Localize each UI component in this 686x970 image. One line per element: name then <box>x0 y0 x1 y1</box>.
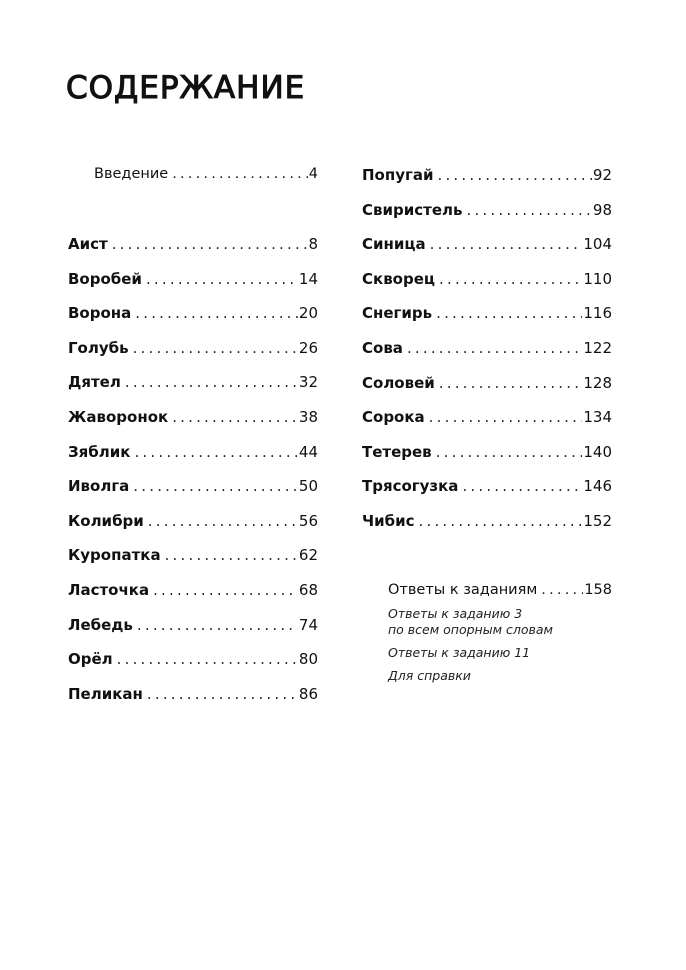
toc-entry-label: Свиристель <box>362 200 463 219</box>
toc-entry-answers[interactable] <box>388 582 612 606</box>
toc-entry[interactable] <box>68 546 318 581</box>
toc-leader-dots <box>137 616 298 634</box>
toc-left-column <box>68 235 318 719</box>
toc-entry-page: 104 <box>583 235 612 254</box>
toc-entry-page: 44 <box>298 442 318 461</box>
toc-entry-page: 128 <box>583 373 612 392</box>
toc-leader-dots <box>467 201 592 219</box>
toc-leader-dots <box>436 304 582 322</box>
toc-entry-page: 146 <box>583 477 612 496</box>
toc-leader-dots <box>436 443 583 461</box>
toc-leader-dots <box>133 477 298 495</box>
toc-right-column <box>362 166 612 547</box>
toc-entry-page: 32 <box>298 373 318 392</box>
toc-entry-page: 4 <box>308 166 318 182</box>
toc-entry-label: Сова <box>362 338 403 357</box>
toc-leader-dots <box>172 408 298 426</box>
toc-entry-label: Ответы к заданиям <box>388 582 538 598</box>
toc-entry-label: Снегирь <box>362 304 433 323</box>
toc-entry-page: 62 <box>298 546 318 565</box>
toc-leader-dots <box>439 270 582 288</box>
toc-entry[interactable] <box>362 339 612 374</box>
toc-leader-dots <box>165 546 298 564</box>
toc-answers-section <box>388 582 612 684</box>
toc-entry-page: 8 <box>308 235 318 253</box>
toc-entry-page: 140 <box>583 442 612 461</box>
toc-entry-page: 68 <box>298 580 318 599</box>
toc-entry[interactable] <box>68 339 318 374</box>
toc-entry-label: Тетерев <box>362 442 432 461</box>
toc-entry-page: 116 <box>583 304 612 323</box>
toc-sub-item[interactable]: Для справки <box>388 668 471 683</box>
page-title: СОДЕРЖАНИЕ <box>66 70 306 106</box>
toc-entry-page: 158 <box>584 582 612 598</box>
toc-leader-dots <box>419 512 583 530</box>
toc-entry-page: 152 <box>583 511 612 530</box>
toc-entry[interactable] <box>68 235 318 270</box>
toc-entry-label: Голубь <box>68 338 129 357</box>
toc-leader-dots <box>153 581 298 599</box>
toc-entry[interactable] <box>68 512 318 547</box>
toc-entry-page: 92 <box>592 166 612 184</box>
toc-entry[interactable] <box>362 512 612 547</box>
toc-leader-dots <box>147 685 298 703</box>
toc-entry-label: Введение <box>94 166 169 182</box>
toc-entry-page: 86 <box>298 684 318 703</box>
toc-entry-label: Соловей <box>362 373 435 392</box>
toc-entry[interactable] <box>68 650 318 685</box>
toc-leader-dots <box>437 166 591 184</box>
toc-entry-page: 20 <box>298 304 318 323</box>
toc-entry-page: 134 <box>583 408 612 427</box>
toc-entry[interactable] <box>362 477 612 512</box>
toc-entry-label: Трясогузка <box>362 477 459 496</box>
toc-entry-label: Зяблик <box>68 442 131 461</box>
toc-entry-label: Ласточка <box>68 580 150 599</box>
toc-entry[interactable] <box>362 235 612 270</box>
toc-entry-label: Пеликан <box>68 684 143 703</box>
toc-entry[interactable] <box>68 443 318 478</box>
toc-leader-dots <box>407 339 582 357</box>
toc-entry-page: 74 <box>298 615 318 634</box>
toc-leader-dots <box>125 373 298 391</box>
toc-entry[interactable] <box>362 408 612 443</box>
toc-leader-dots <box>541 582 583 598</box>
toc-entry-intro[interactable] <box>94 166 318 201</box>
toc-entry[interactable] <box>362 270 612 305</box>
toc-entry-label: Иволга <box>68 477 130 496</box>
toc-entry[interactable] <box>362 443 612 478</box>
toc-entry-label: Чибис <box>362 511 415 530</box>
toc-entry-label: Аист <box>68 235 108 253</box>
toc-entry-page: 14 <box>298 269 318 288</box>
toc-leader-dots <box>134 443 297 461</box>
toc-entry-page: 98 <box>592 200 612 219</box>
toc-entry-label: Синица <box>362 235 426 254</box>
toc-leader-dots <box>172 166 308 182</box>
toc-entry[interactable] <box>362 374 612 409</box>
toc-entry[interactable] <box>68 304 318 339</box>
toc-entry-label: Сорока <box>362 408 425 427</box>
toc-leader-dots <box>146 270 298 288</box>
toc-entry-label: Куропатка <box>68 546 161 565</box>
toc-entry-label: Жаворонок <box>68 407 169 426</box>
toc-intro <box>94 166 318 201</box>
toc-sub-item[interactable]: Ответы к заданию 11 <box>388 645 531 660</box>
toc-leader-dots <box>430 235 583 253</box>
toc-leader-dots <box>439 374 583 392</box>
toc-entry-label: Дятел <box>68 373 121 392</box>
toc-sub-item[interactable]: Ответы к заданию 3 <box>388 606 523 621</box>
toc-entry[interactable] <box>362 304 612 339</box>
toc-entry-page: 26 <box>298 338 318 357</box>
toc-entry-page: 80 <box>298 650 318 669</box>
toc-entry-label: Воробей <box>68 269 142 288</box>
toc-sub-item: по всем опорным словам <box>388 622 553 637</box>
toc-entry-label: Попугай <box>362 166 434 184</box>
toc-entry[interactable] <box>362 166 612 201</box>
toc-entry[interactable] <box>68 408 318 443</box>
toc-entry[interactable] <box>68 270 318 305</box>
toc-entry-page: 56 <box>298 511 318 530</box>
toc-entry[interactable] <box>68 477 318 512</box>
toc-entry[interactable] <box>68 373 318 408</box>
toc-leader-dots <box>112 235 308 253</box>
toc-entry-page: 38 <box>298 407 318 426</box>
toc-entry-label: Колибри <box>68 511 144 530</box>
toc-entry-label: Скворец <box>362 269 436 288</box>
toc-entry-label: Лебедь <box>68 615 133 634</box>
toc-entry[interactable] <box>68 616 318 651</box>
toc-leader-dots <box>133 339 298 357</box>
toc-leader-dots <box>135 304 298 322</box>
toc-leader-dots <box>429 408 583 426</box>
toc-entry[interactable] <box>68 581 318 616</box>
toc-leader-dots <box>117 650 298 668</box>
toc-entry-label: Орёл <box>68 650 113 669</box>
toc-entry-page: 110 <box>583 269 612 288</box>
toc-entry-label: Ворона <box>68 304 132 323</box>
toc-entry[interactable] <box>68 685 318 720</box>
toc-leader-dots <box>148 512 298 530</box>
toc-leader-dots <box>462 477 582 495</box>
toc-entry-page: 122 <box>583 338 612 357</box>
toc-entry-page: 50 <box>298 477 318 496</box>
toc-entry[interactable] <box>362 201 612 236</box>
